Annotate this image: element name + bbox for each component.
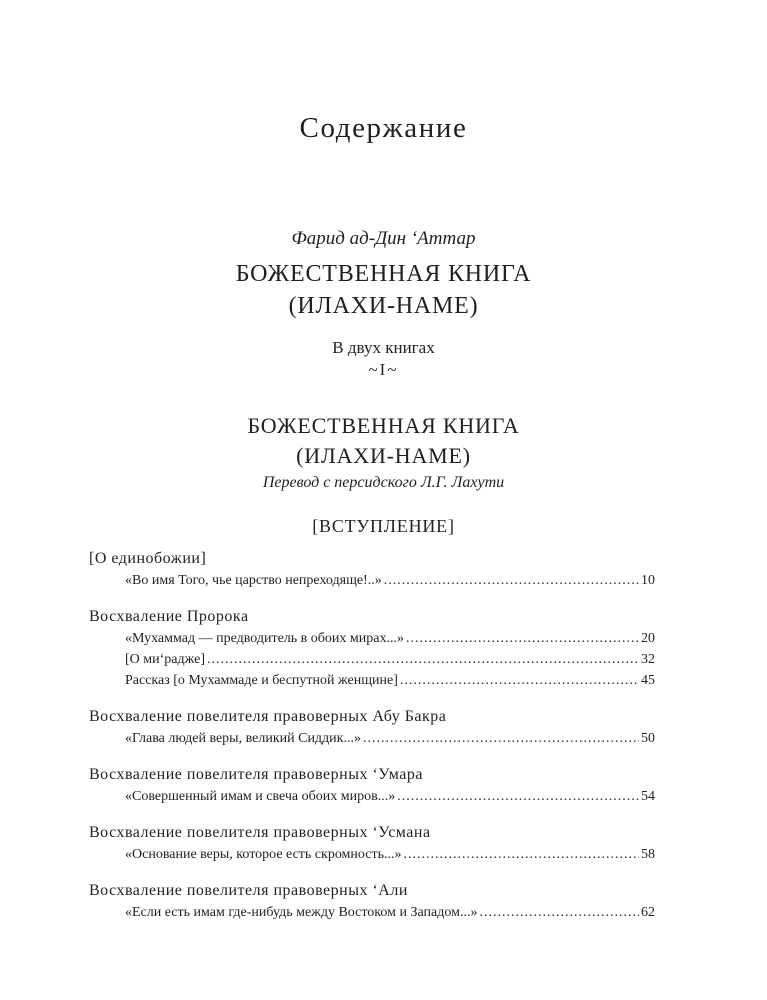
toc-entry <box>125 844 655 865</box>
toc-section <box>89 822 655 865</box>
toc-entry-text: «Во имя Того, чье царство непреходяще!..» <box>125 573 382 588</box>
toc-entry-text: «Глава людей веры, великий Сиддик...» <box>125 731 361 746</box>
toc-section <box>89 764 655 807</box>
book-title-line-1: БОЖЕСТВЕННАЯ КНИГА <box>235 261 532 287</box>
toc-entry-text: «Если есть имам где-нибудь между Востоком и Западом...» <box>125 905 478 920</box>
dot-leader <box>403 844 639 865</box>
part-title-line-1: БОЖЕСТВЕННАЯ КНИГА <box>247 413 520 438</box>
dot-leader <box>397 786 639 807</box>
translator-credit: Перевод с персидского Л.Г. Лахути <box>262 474 505 491</box>
toc-entry <box>125 570 655 591</box>
dot-leader <box>207 649 639 670</box>
toc-page-number: 20 <box>641 631 655 646</box>
dot-leader <box>384 570 639 591</box>
toc-entry <box>125 628 655 649</box>
toc-page-number: 58 <box>641 847 655 862</box>
toc-entry-text: «Основание веры, которое есть скромность...» <box>125 847 402 862</box>
toc-page-number: 45 <box>641 673 655 688</box>
dot-leader <box>406 628 639 649</box>
toc-page-number: 54 <box>641 789 655 804</box>
toc-entry <box>125 649 655 670</box>
toc-entry <box>125 902 655 923</box>
toc-entry-text: «Совершенный имам и свеча обоих миров...» <box>125 789 396 804</box>
dot-leader <box>479 902 639 923</box>
author-name: Фарид ад-Дин ‘Аттар <box>291 228 476 249</box>
toc-entry-text: Рассказ [о Мухаммаде и беспутной женщине] <box>125 673 398 688</box>
toc-section <box>89 880 655 923</box>
toc-entry <box>125 786 655 807</box>
toc-section <box>89 706 655 749</box>
toc-section-title: Восхваление повелителя правоверных ‘Али <box>89 882 408 899</box>
toc-section-title: [О единобожии] <box>89 550 207 567</box>
toc-section <box>89 548 655 591</box>
toc-page-number: 50 <box>641 731 655 746</box>
toc-entry-text: [О ми‘радже] <box>125 652 205 667</box>
volume-note: В двух книгах <box>332 338 435 357</box>
toc-section-title: Восхваление повелителя правоверных ‘Усмана <box>89 824 431 841</box>
page-title: Содержание <box>299 112 468 144</box>
part-title-line-2: (ИЛАХИ-НАМЕ) <box>296 443 471 468</box>
toc-page-number: 32 <box>641 652 655 667</box>
toc-entry <box>125 670 655 691</box>
toc-section-title: Восхваление повелителя правоверных ‘Умара <box>89 766 423 783</box>
dot-leader <box>363 728 639 749</box>
toc-page-number: 62 <box>641 905 655 920</box>
toc-section <box>89 606 655 691</box>
introduction-heading: [ВСТУПЛЕНИЕ] <box>312 516 455 536</box>
toc-page-number: 10 <box>641 573 655 588</box>
volume-marker: ~I~ <box>368 360 399 379</box>
toc-entry-text: «Мухаммад — предводитель в обоих мирах...» <box>125 631 404 646</box>
book-title-line-2: (ИЛАХИ-НАМЕ) <box>288 293 479 319</box>
toc-entry <box>125 728 655 749</box>
toc-section-title: Восхваление повелителя правоверных Абу Бакра <box>89 708 447 725</box>
dot-leader <box>400 670 639 691</box>
toc-section-title: Восхваление Пророка <box>89 608 249 625</box>
table-of-contents <box>89 548 655 938</box>
